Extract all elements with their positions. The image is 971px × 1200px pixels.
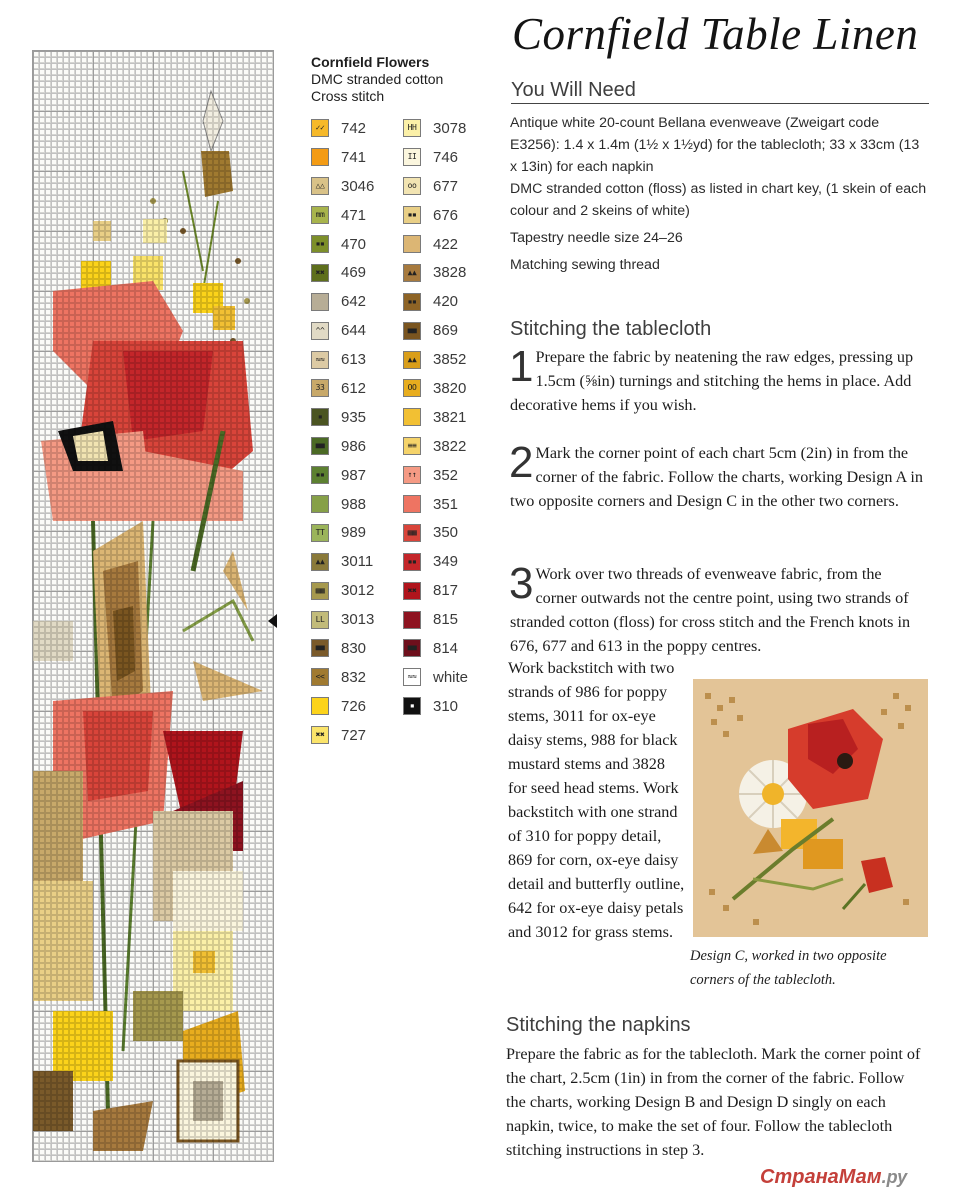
step-text: Mark the corner point of each chart 5cm (2in) in from the corner of the fabric. Follow the charts, working Design A in two opposite corners and Design C in the other two corners. — [510, 444, 923, 510]
thread-code: 987 — [341, 466, 367, 484]
thread-code: white — [433, 668, 469, 686]
thread-code: 3046 — [341, 177, 375, 195]
step-2 — [509, 438, 924, 513]
chart-centre-arrow-icon — [268, 614, 277, 628]
thread-code: 3822 — [433, 437, 467, 455]
thread-swatch: ✖✖ — [403, 582, 421, 600]
thread-code: 613 — [341, 351, 367, 369]
thread-code: 350 — [433, 524, 459, 542]
materials-item: Antique white 20-count Bellana evenweave (Zweigart code E3256): 1.4 x 1.4m (1½ x 1½yd) for the tablecloth; 33 x 33cm (13 x 13in) for each napkin — [510, 115, 920, 175]
chart-motif — [33, 51, 273, 1161]
thread-code: 832 — [341, 668, 367, 686]
thread-code: 420 — [433, 293, 459, 311]
key-subtitle: DMC stranded cotton — [311, 71, 444, 87]
you-will-need-heading: You Will Need — [511, 79, 929, 104]
design-c-photo — [693, 679, 928, 937]
key-entry — [311, 518, 374, 547]
materials-item: Tapestry needle size 24–26 — [510, 230, 683, 246]
thread-code: 470 — [341, 235, 367, 253]
thread-code: 3078 — [433, 119, 467, 137]
thread-swatch: << — [311, 668, 329, 686]
thread-swatch: ▪▪ — [403, 293, 421, 311]
thread-swatch — [311, 697, 329, 715]
thread-code: 612 — [341, 379, 367, 397]
thread-code: 986 — [341, 437, 367, 455]
thread-code: 351 — [433, 495, 459, 513]
thread-swatch: 33 — [311, 379, 329, 397]
key-subtitle: Cross stitch — [311, 88, 385, 104]
thread-code: 746 — [433, 148, 459, 166]
key-entry — [403, 201, 468, 230]
key-column-left — [311, 114, 374, 750]
thread-swatch: mm — [311, 206, 329, 224]
thread-swatch: ^^ — [311, 322, 329, 340]
step-number: 1 — [509, 342, 534, 391]
key-entry — [403, 374, 468, 403]
key-entry — [403, 258, 468, 287]
watermark-tld: .ру — [881, 1167, 908, 1187]
thread-swatch: ▪ — [403, 697, 421, 715]
key-entry — [311, 634, 374, 663]
step-text: Prepare the fabric by neatening the raw edges, pressing up 1.5cm (⅝in) turnings and stitching the hems in place. Add decorative hems if you wish. — [510, 348, 914, 414]
thread-swatch — [311, 148, 329, 166]
key-entry — [403, 432, 468, 461]
key-entry — [311, 114, 374, 143]
key-entry — [403, 143, 468, 172]
key-entry — [311, 345, 374, 374]
step-text: Work over two threads of evenweave fabric, from the corner outwards not the centre point, using two strands of stranded cotton (floss) for cross stitch and the French knots in 676, 677 and 613 in the poppy centres. — [510, 565, 911, 655]
thread-code: 935 — [341, 408, 367, 426]
thread-code: 469 — [341, 264, 367, 282]
thread-code: 676 — [433, 206, 459, 224]
step-number: 2 — [509, 438, 534, 487]
key-entry — [403, 576, 468, 605]
thread-swatch — [403, 495, 421, 513]
key-entry — [311, 663, 374, 692]
thread-swatch: ■■ — [311, 639, 329, 657]
key-entry — [403, 634, 468, 663]
thread-swatch: ✖✖ — [311, 264, 329, 282]
key-entry — [311, 547, 374, 576]
thread-code: 3820 — [433, 379, 467, 397]
thread-code: 677 — [433, 177, 459, 195]
key-entry — [403, 316, 468, 345]
key-title: Cornfield Flowers — [311, 54, 430, 70]
thread-swatch — [403, 611, 421, 629]
step-3 — [509, 559, 924, 658]
thread-swatch: ✖✖ — [311, 726, 329, 744]
key-entry — [403, 172, 468, 201]
thread-swatch — [403, 408, 421, 426]
thread-code: 3011 — [341, 553, 374, 571]
tablecloth-heading: Stitching the tablecloth — [510, 318, 712, 340]
step-1 — [509, 342, 924, 417]
key-entry — [311, 461, 374, 490]
thread-swatch: ■■ — [403, 322, 421, 340]
thread-swatch: ▦▦ — [311, 582, 329, 600]
key-entry — [311, 721, 374, 750]
thread-code: 727 — [341, 726, 367, 744]
thread-swatch: ▲▲ — [311, 553, 329, 571]
thread-swatch: ■■ — [311, 437, 329, 455]
key-entry — [311, 403, 374, 432]
key-entry — [311, 605, 374, 634]
key-entry — [403, 230, 468, 259]
thread-code: 989 — [341, 524, 367, 542]
key-entry — [311, 143, 374, 172]
thread-code: 642 — [341, 293, 367, 311]
thread-swatch: TT — [311, 524, 329, 542]
thread-code: 830 — [341, 639, 367, 657]
key-entry — [403, 287, 468, 316]
key-entry — [311, 576, 374, 605]
thread-code: 3821 — [433, 408, 467, 426]
thread-swatch: ▦▦ — [403, 524, 421, 542]
key-column-right — [403, 114, 468, 721]
key-entry — [311, 258, 374, 287]
thread-swatch: ≈≈ — [403, 668, 421, 686]
chart-key — [311, 54, 491, 744]
thread-swatch: ▪ — [311, 408, 329, 426]
key-entry — [311, 287, 374, 316]
materials-item: DMC stranded cotton (floss) as listed in chart key, (1 skein of each colour and 2 skeins of white) — [510, 181, 927, 219]
thread-code: 644 — [341, 322, 367, 340]
key-entry — [403, 461, 468, 490]
key-entry — [403, 547, 468, 576]
key-entry — [403, 518, 468, 547]
key-entry — [311, 316, 374, 345]
thread-swatch: ≡≡ — [403, 437, 421, 455]
key-entry — [311, 230, 374, 259]
key-entry — [311, 172, 374, 201]
thread-code: 310 — [433, 697, 459, 715]
thread-swatch: ▪▪ — [403, 206, 421, 224]
thread-code: 869 — [433, 322, 459, 340]
thread-code: 742 — [341, 119, 367, 137]
thread-code: 3013 — [341, 611, 375, 629]
thread-code: 422 — [433, 235, 459, 253]
page-title: Cornfield Table Linen — [512, 9, 919, 59]
key-entry — [403, 490, 468, 519]
thread-swatch: ▲▲ — [403, 351, 421, 369]
thread-swatch: ▪▪ — [403, 553, 421, 571]
thread-swatch — [311, 495, 329, 513]
thread-code: 352 — [433, 466, 459, 484]
key-entry — [311, 201, 374, 230]
thread-swatch: ▲▲ — [403, 264, 421, 282]
cross-stitch-chart — [32, 50, 274, 1162]
key-entry — [311, 432, 374, 461]
key-entry — [403, 403, 468, 432]
thread-swatch: OO — [403, 379, 421, 397]
thread-swatch: ✓✓ — [311, 119, 329, 137]
thread-swatch: ■■ — [403, 639, 421, 657]
thread-swatch — [403, 235, 421, 253]
thread-swatch: HH — [403, 119, 421, 137]
thread-swatch: II — [403, 148, 421, 166]
thread-swatch: LL — [311, 611, 329, 629]
thread-swatch: △△ — [311, 177, 329, 195]
thread-code: 726 — [341, 697, 367, 715]
thread-code: 741 — [341, 148, 367, 166]
thread-code: 349 — [433, 553, 459, 571]
thread-code: 3828 — [433, 264, 467, 282]
key-entry — [311, 692, 374, 721]
key-entry — [403, 663, 468, 692]
step-number: 3 — [509, 559, 534, 608]
thread-code: 814 — [433, 639, 459, 657]
thread-code: 815 — [433, 611, 459, 629]
thread-swatch: ↑↑ — [403, 466, 421, 484]
key-entry — [403, 114, 468, 143]
watermark — [760, 1166, 907, 1189]
thread-swatch: ▪▪ — [311, 235, 329, 253]
thread-swatch: oo — [403, 177, 421, 195]
backstitch-instructions: Work backstitch with two strands of 986 for poppy stems, 3011 for ox-eye daisy stems, 988 for black mustard stems and 3828 for seed head stems. Work backstitch with one strand of 310 for poppy detail, 869 for corn, ox-eye daisy detail and butterfly outline, 642 for ox-eye daisy petals and 3012 for grass stems. — [508, 659, 685, 941]
photo-caption: Design C, worked in two opposite corners of the tablecloth. — [690, 948, 887, 988]
watermark-brand: СтранаМам — [760, 1166, 882, 1188]
key-entry — [403, 345, 468, 374]
key-entry — [311, 490, 374, 519]
napkins-instructions: Prepare the fabric as for the tablecloth. Mark the corner point of the chart, 2.5cm (1in) in from the corner of the fabric. Follow the charts, working Design B and Design D singly on each napkin, twice, to make the set of four. Follow the tablecloth stitching instructions in step 3. — [506, 1045, 921, 1159]
thread-code: 471 — [341, 206, 367, 224]
key-entry — [311, 374, 374, 403]
thread-code: 988 — [341, 495, 367, 513]
thread-code: 817 — [433, 582, 459, 600]
thread-swatch — [311, 293, 329, 311]
key-entry — [403, 692, 468, 721]
thread-swatch: ≈≈ — [311, 351, 329, 369]
key-entry — [403, 605, 468, 634]
thread-swatch: ▪▪ — [311, 466, 329, 484]
thread-code: 3852 — [433, 351, 467, 369]
napkins-heading: Stitching the napkins — [506, 1014, 691, 1036]
materials-item: Matching sewing thread — [510, 257, 660, 273]
thread-code: 3012 — [341, 582, 375, 600]
